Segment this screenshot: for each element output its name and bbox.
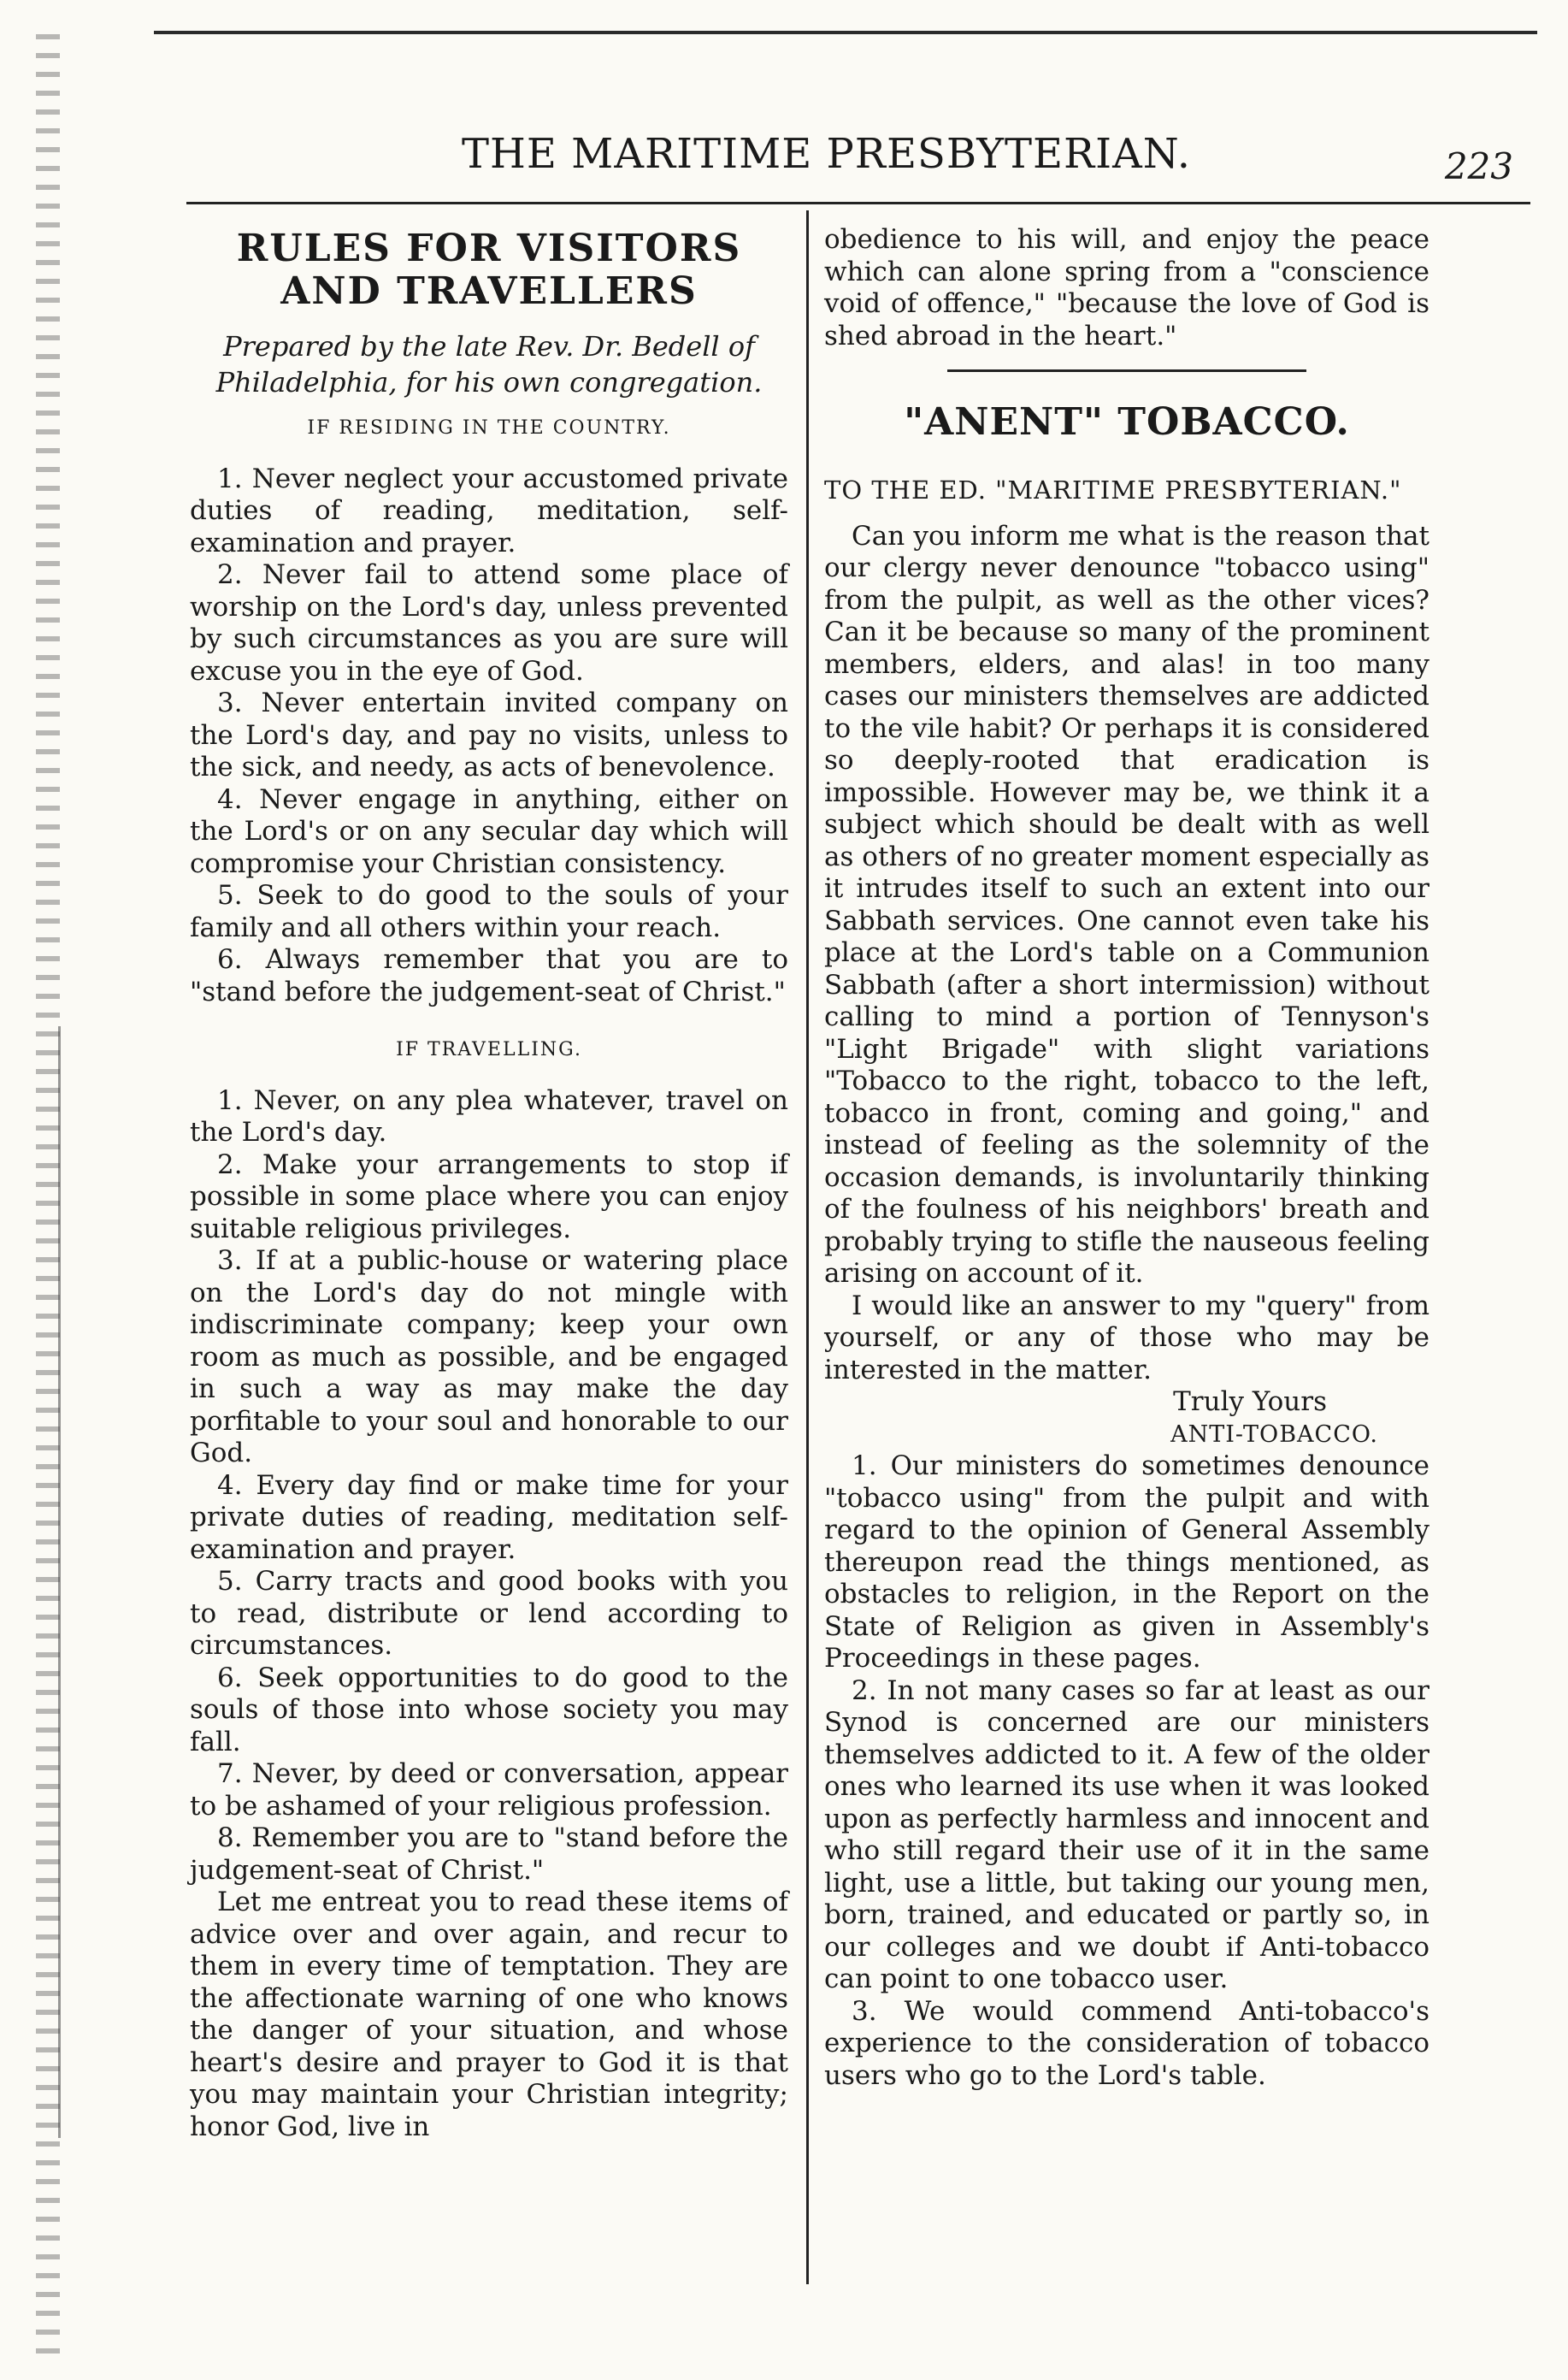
right-column [824,224,1429,2092]
letter-paragraph: I would like an answer to my "query" from yourself, or any of those who may be interested in the matter. [824,1290,1429,1385]
reply-item: 2. In not many cases so far at least as our Synod is concerned are our ministers themselves addicted to it. A few of the older ones who learned its use when it was looked upon as perfectly harmless and innocent and who still regard their use of it in the same light, use a little, but taking our young men, born, trained, and educated or partly so, in our colleges and we doubt if Anti-tobacco can point to one tobacco user. [824,1674,1429,1994]
binding-edge [36,34,60,2360]
page-header [0,130,1568,198]
rule-item: 2. Never fail to attend some place of worship on the Lord's day, unless prevented by such circumstances as you are sure will excuse you in the eye of God. [190,559,788,687]
section-heading-country: IF RESIDING IN THE COUNTRY. [307,417,671,439]
letter-heading: "ANENT" TOBACCO. [904,400,1350,444]
country-rules [190,464,788,1009]
rule-item: 1. Never neglect your accustomed private duties of reading, meditation, self-examination and prayer. [190,463,788,558]
rule-item: 7. Never, by deed or conversation, appear to be ashamed of your religious profession. [190,1758,788,1822]
rule-item: 6. Always remember that you are to "stand before the judgement-seat of Christ." [190,944,788,1007]
column-divider [806,210,809,2284]
article-heading: RULES FOR VISITORS AND TRAVELLERS [236,227,742,313]
rule-item: 5. Carry tracts and good books with you to read, distribute or lend according to circumstances. [190,1566,788,1661]
left-column [190,224,788,2143]
rule-item: 2. Make your arrangements to stop if possible in some place where you can enjoy suitable religious privileges. [190,1149,788,1244]
rule-item: 3. Never entertain invited company on the Lord's day, and pay no visits, unless to the sick, and needy, as acts of benevolence. [190,688,788,783]
continued-text: obedience to his will, and enjoy the peace which can alone spring from a "conscience void of offence," "because the love of God is shed abroad in the heart." [824,224,1429,351]
reply-item: 3. We would commend Anti-tobacco's experience to the consideration of tobacco users who go to the Lord's table. [824,1995,1429,2091]
rule-item: 4. Never engage in anything, either on the Lord's or on any secular day which will compromise your Christian consistency. [190,783,788,879]
rule-item: 5. Seek to do good to the souls of your family and all others within your reach. [190,880,788,943]
binding-line [58,1026,61,2138]
letter-signoff: Truly Yours [1173,1386,1327,1417]
rule-item: 8. Remember you are to "stand before the judgement-seat of Christ." [190,1822,788,1886]
top-border-rule [154,31,1537,34]
letter-body [824,521,1429,1387]
reply-item: 1. Our ministers do sometimes denounce "tobacco using" from the pulpit and with regard to the opinion of General Assembly thereupon read the things mentioned, as obstacles to religion, in the Report on the State of Religion as given in Assembly's Proceedings in these pages. [824,1450,1429,1674]
section-heading-travelling: IF TRAVELLING. [396,1039,582,1060]
article-byline: Prepared by the late Rev. Dr. Bedell of Philadelphia, for his own congregation. [215,330,763,399]
rule-item: 1. Never, on any plea whatever, travel on the Lord's day. [190,1084,788,1148]
rule-item: 6. Seek opportunities to do good to the souls of those into whose society you may fall. [190,1662,788,1757]
journal-title: THE MARITIME PRESBYTERIAN. [462,130,1191,178]
rule-item: 3. If at a public-house or watering place on the Lord's day do not mingle with indiscriminate company; keep your own room as much as possible, and be engaged in such a way as may make the day porfitable to your soul and honorable to our God. [190,1245,788,1468]
editor-reply [824,1450,1429,2092]
letter-paragraph: Can you inform me what is the reason that our clergy never denounce "tobacco using" from the pulpit, as well as the other vices? Can it be because so many of the prominent members, elders, and alas! in too many cases our ministers themselves are addicted to the vile habit? Or perhaps it is considered so deeply-rooted that eradication is impossible. However may be, we think it a subject which should be dealt with as well as others of no greater moment especially as it intrudes itself to such an extent into our Sabbath services. One cannot even take his place at the Lord's table on a Communion Sabbath (after a short intermission) without calling to mind a portion of Tennyson's "Light Brigade" with slight variations "Tobacco to the right, tobacco to the left, tobacco in front, coming and going," and instead of feeling as the solemnity of the occasion demands, is involuntarily thinking of the foulness of his neighbors' breath and probably trying to stifle the nauseous feeling arising on account of it. [824,520,1429,1289]
closing-paragraph: Let me entreat you to read these items of advice over and over again, and recur to them in every time of temptation. They are the affectionate warning of one who knows the danger of your situation, and whose heart's desire and prayer to God it is that you may maintain your Christian integrity; honor God, live in [190,1887,788,2142]
section-separator [947,369,1306,372]
page-number: 223 [1444,145,1513,187]
rule-item: 4. Every day find or make time for your private duties of reading, meditation self-examination and prayer. [190,1469,788,1565]
letter-signature: ANTI-TOBACCO. [1170,1420,1378,1448]
header-rule [186,202,1530,204]
travelling-rules [190,1085,788,2144]
letter-salutation: TO THE ED. "MARITIME PRESBYTERIAN." [824,475,1402,505]
